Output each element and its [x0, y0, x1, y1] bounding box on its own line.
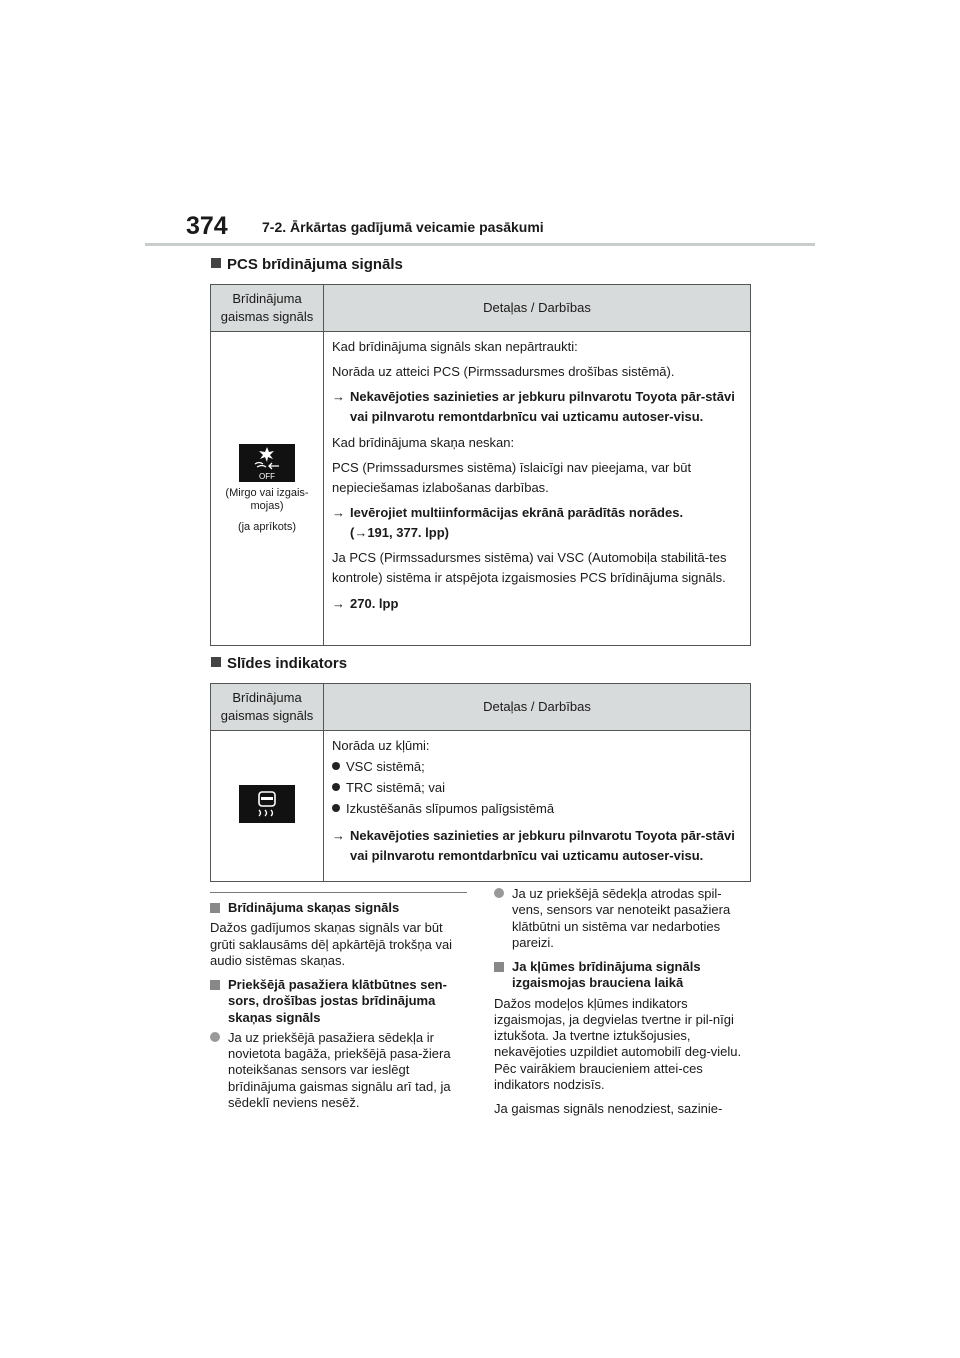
pcs-line-1: Kad brīdinājuma signāls skan nepārtraukti:	[332, 339, 578, 354]
pcs-line-2: Norāda uz atteici PCS (Pirmssadursmes drošības sistēmā).	[332, 364, 675, 380]
slip-section-title	[211, 655, 347, 672]
pcs-line-4: PCS (Primssadursmes sistēma) īslaicīgi nav pieejama, var būt nepieciešamas izlabošanas darbības.	[332, 459, 692, 495]
arrow-icon: →	[332, 389, 345, 405]
bullet-dot-icon	[332, 783, 340, 791]
note-heading-sound-text: Brīdinājuma skaņas signāls	[228, 900, 400, 915]
pcs-icon-caption-2: (ja aprīkots)	[237, 521, 297, 534]
notes-right-column	[494, 886, 752, 1125]
bullet-dot-icon	[210, 1032, 220, 1042]
notes-divider	[210, 892, 467, 893]
square-bullet-icon	[211, 657, 221, 667]
note-heading-malfunction	[494, 959, 752, 992]
pcs-warning-table	[210, 284, 751, 646]
col-header-light-text: Brīdinājuma gaismas signāls	[220, 290, 314, 324]
slip-bullet-3	[332, 799, 742, 819]
pcs-line-5: Ja PCS (Pirmssadursmes sistēma) vai VSC (Automobiļa stabilitā-tes kontrole) sistēma ir atspējota izgaismosies PCS brīdinājuma signāls.	[332, 550, 727, 586]
slip-bullet-1-text: VSC sistēmā;	[346, 759, 425, 775]
header-divider	[145, 243, 815, 246]
square-bullet-icon	[494, 962, 504, 972]
col-header-light	[211, 285, 324, 332]
note-heading-malfunction-text: Ja kļūmes brīdinājuma signāls izgaismojas brauciena laikā	[512, 959, 701, 991]
notes-left-column	[210, 900, 468, 1119]
slip-bullet-2	[332, 778, 742, 798]
arrow-icon: →	[332, 504, 345, 520]
slip-bullet-3-text: Izkustēšanās slīpumos palīgsistēmā	[346, 801, 555, 817]
pcs-icon-cell	[211, 332, 324, 646]
col-header-details-text: Detaļas / Darbības	[483, 299, 591, 315]
square-bullet-icon	[210, 903, 220, 913]
bullet-dot-icon	[494, 888, 504, 898]
note-bullet-cushion-text: Ja uz priekšējā sēdekļa atrodas spil-vens, sensors var nenoteikt pasažiera klātbūtni un sistēma var nedarboties pareizi.	[512, 886, 731, 950]
pcs-off-icon	[239, 444, 295, 482]
slip-bullet-1	[332, 757, 742, 777]
off-label: OFF	[259, 471, 275, 481]
slip-action-1-text: Nekavējoties sazinieties ar jebkuru pilnvarotu Toyota pār-stāvi vai pilnvarotu remontdarbnīcu vai uzticamu autoser-visu.	[350, 827, 735, 863]
col-header-details-text: Detaļas / Darbības	[483, 698, 591, 714]
col-header-details	[324, 285, 751, 332]
slip-details-cell	[324, 731, 751, 882]
note-heading-passenger-text: Priekšējā pasažiera klātbūtnes sen-sors, drošības jostas brīdinājuma skaņas signāls	[228, 977, 447, 1025]
note-heading-sound	[210, 900, 468, 916]
square-bullet-icon	[211, 258, 221, 268]
pcs-line-3: Kad brīdinājuma skaņa neskan:	[332, 434, 515, 450]
pcs-action-3	[332, 594, 742, 614]
bullet-dot-icon	[332, 762, 340, 770]
note-para-fuel: Dažos modeļos kļūmes indikators izgaismojas, ja degvielas tvertne ir pil-nīgi iztukšota. Ja tvertne iztukšojusies, nekavējoties uzpildiet automobilī deg-vielu. Pēc vairākiem braucieniem attei-ces indikators nodzisīs.	[494, 995, 742, 1092]
col-header-light	[211, 684, 324, 731]
pcs-action-2	[332, 503, 742, 543]
arrow-icon: →	[332, 827, 345, 843]
col-header-light-text: Brīdinājuma gaismas signāls	[220, 689, 314, 723]
pcs-action-2-ref: (→191, 377. lpp)	[350, 525, 449, 541]
note-bullet-luggage-text: Ja uz priekšējā pasažiera sēdekļa ir novietota bagāža, priekšējā pasa-žiera noteikšanas sensors var ieslēgt brīdinājuma gaismas signālu arī tad, ja sēdeklī neviens nesēž.	[228, 1029, 451, 1110]
pcs-title-text: PCS brīdinājuma signāls	[227, 256, 403, 273]
page-number: 374	[186, 212, 228, 240]
note-heading-passenger	[210, 977, 468, 1026]
slip-title-text: Slīdes indikators	[227, 655, 348, 672]
pcs-action-3-text: 270. lpp	[350, 595, 399, 611]
note-para-sound: Dažos gadījumos skaņas signāls var būt grūti saklausāms dēļ apkārtējā trokšņa vai audio sistēmas skaņas.	[210, 920, 453, 968]
pcs-icon-caption: (Mirgo vai izgais-mojas)	[225, 486, 309, 512]
slip-icon-cell	[211, 731, 324, 882]
slip-action-1	[332, 826, 742, 866]
pcs-action-1-text: Nekavējoties sazinieties ar jebkuru pilnvarotu Toyota pār-stāvi vai pilnvarotu remontdarbnīcu vai uzticamu autoser-visu.	[350, 389, 735, 425]
slip-indicator-icon	[239, 785, 295, 823]
slip-indicator-graphic	[239, 785, 295, 823]
square-bullet-icon	[210, 980, 220, 990]
pcs-action-2-text: Ievērojiet multiinformācijas ekrānā parādītās norādes.	[350, 504, 684, 520]
slip-bullet-2-text: TRC sistēmā; vai	[346, 780, 445, 796]
chapter-title: 7-2. Ārkārtas gadījumā veicamie pasākumi	[262, 219, 544, 235]
pcs-off-graphic	[239, 444, 295, 482]
pcs-action-1	[332, 387, 742, 427]
arrow-icon: →	[332, 595, 345, 611]
note-bullet-cushion	[494, 886, 752, 951]
pcs-section-title	[211, 256, 403, 273]
pcs-details-cell	[324, 332, 751, 646]
bullet-dot-icon	[332, 804, 340, 812]
col-header-details	[324, 684, 751, 731]
note-para-contact: Ja gaismas signāls nenodziest, sazinie-	[494, 1101, 723, 1116]
slip-line-1: Norāda uz kļūmi:	[332, 738, 430, 753]
note-bullet-luggage	[210, 1030, 468, 1111]
slip-warning-table	[210, 683, 751, 882]
